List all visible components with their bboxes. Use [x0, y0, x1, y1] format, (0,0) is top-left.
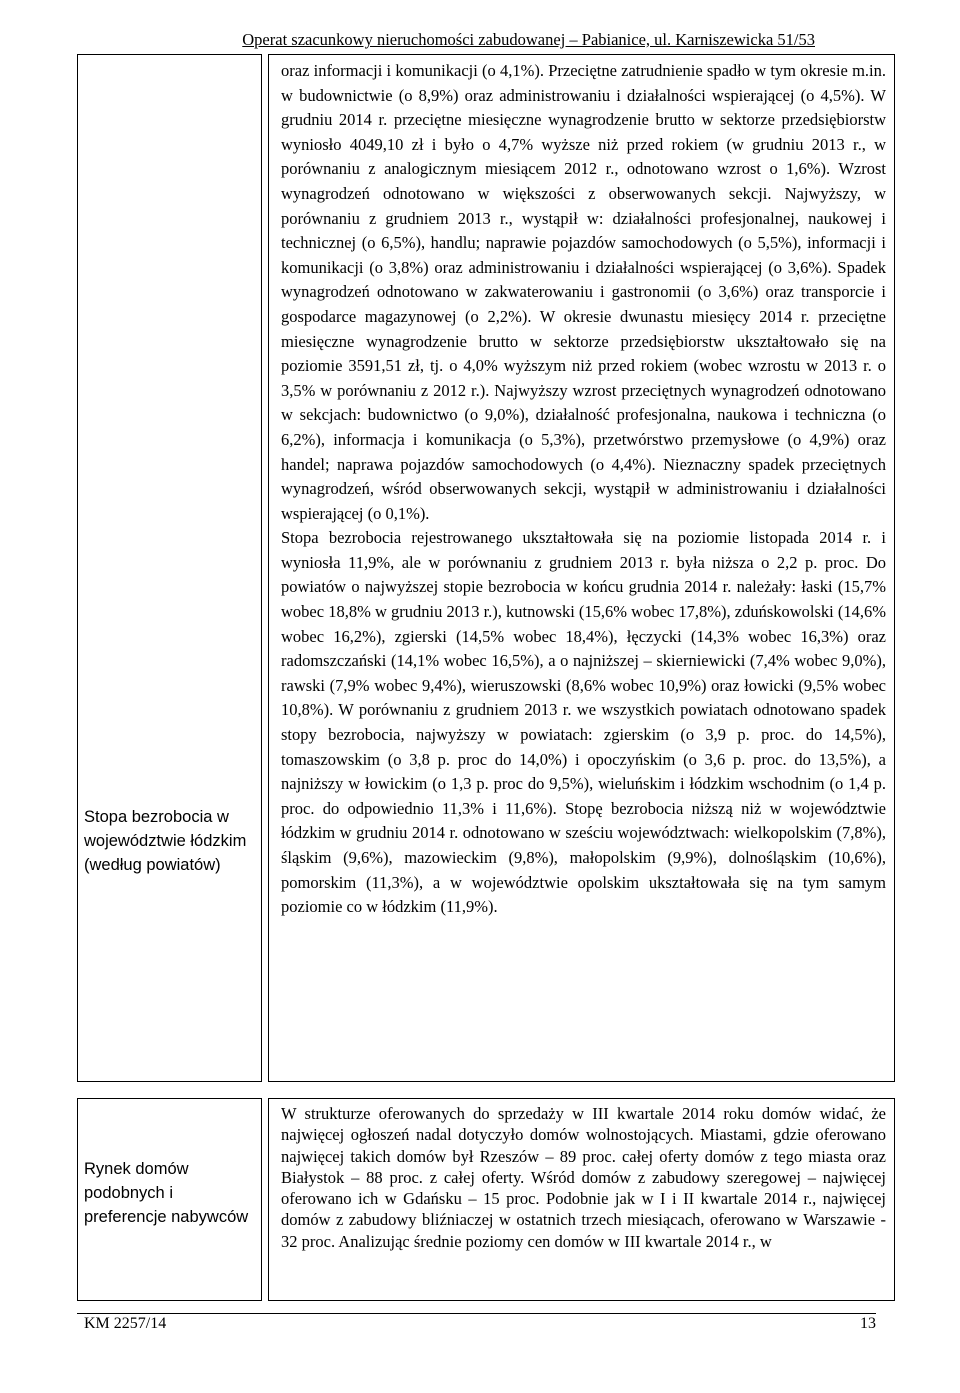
paragraph-employment-wages: oraz informacji i komunikacji (o 4,1%). Przeciętne zatrudnienie spadło w tym okresie m.in. w budownictwie (o 8,9%) oraz administrowaniu i działalności wspierającej (o 4,5%). W grudniu 2014 r. przeciętne miesięczne wynagrodzenie brutto w sektorze przedsiębiorstw wyniosło 4049,10 zł i było o 4,7% wyższe niż przed rokiem (w grudniu 2013 r., w porównaniu z analogicznym miesiącem 2012 r., odnotowano wzrost o 1,6%). Wzrost wynagrodzeń odnotowano w większości z obserwowanych sekcji. Najwyższy, w porównaniu z grudniem 2013 r., wystąpił w: działalności profesjonalnej, naukowej i technicznej (o 6,5%), handlu; naprawie pojazdów samochodowych (o 5,5%), informacji i komunikacji (o 3,8%) oraz administrowaniu i działalności wspierającej (o 3,6%). Spadek wynagrodzeń odnotowano w zakwaterowaniu i gastronomii (o 3,6%) oraz transporcie i gospodarce magazynowej (o 2,2%). W okresie dwunastu miesięcy 2014 r. przeciętne miesięczne wynagrodzenie brutto w sektorze przedsiębiorstw ukształtowało się na poziomie 3591,51 zł, tj. o 4,0% wyższym niż przed rokiem (wobec wzrostu w 2013 r. o 3,5% w porównaniu z 2012 r.). Najwyższy wzrost przeciętnych wynagrodzeń odnotowano w sekcjach: budownictwo (o 9,0%), działalność profesjonalna, naukowa i techniczna (o 6,2%), informacja i komunikacja (o 5,3%), przetwórstwo przemysłowe (o 4,9%) oraz handel; naprawa pojazdów samochodowych (o 4,4%). Nieznaczny spadek przeciętnych wynagrodzeń, wśród obserwowanych sekcji, wystąpił w administrowaniu i działalności wspierającej (o 0,1%).	[281, 61, 886, 523]
side-column-upper	[77, 54, 262, 1082]
page-number: 13	[860, 1315, 876, 1332]
paragraph-housing-market: W strukturze oferowanych do sprzedaży w III kwartale 2014 roku domów widać, że najwięcej ogłoszeń nadal dotyczyło domów wolnostojących. Miastami, gdzie oferowano najwięcej takich domów był Rzeszów – 89 proc. całej oferty domów z tego miasta oraz Białystok – 88 proc. z całej oferty. Wśród domów z zabudowy szeregowej – najwięcej oferowano ich w Gdańsku – 15 proc. Podobnie jak w I i II kwartale 2014 r., najwięcej domów z zabudowy bliźniaczej w ostatnich trzech miesiącach, oferowano w Warszawie - 32 proc. Analizując średnie poziomy cen domów w III kwartale 2014 r., w	[281, 1104, 886, 1251]
document-number: KM 2257/14	[84, 1315, 167, 1332]
section-label-housing-market: Rynek domów podobnych i preferencje nabywców	[84, 1160, 249, 1226]
side-column-lower	[77, 1098, 262, 1301]
page-header-title: Operat szacunkowy nieruchomości zabudowanej – Pabianice, ul. Karniszewicka 51/53	[242, 30, 815, 49]
main-text-upper	[268, 54, 895, 1082]
main-text-lower	[268, 1098, 895, 1301]
section-label-unemployment: Stopa bezrobocia w województwie łódzkim (według powiatów)	[84, 808, 247, 874]
paragraph-unemployment-rate: Stopa bezrobocia rejestrowanego ukształtowała się na poziomie listopada 2014 r. i wyniosła 11,9%, ale w porównaniu z grudniem 2013 r. była niższa o 2,2 p. proc. Do powiatów o najwyższej stopie bezrobocia w końcu grudnia 2014 r. należały: łaski (15,7% wobec 18,8% w grudniu 2013 r.), kutnowski (15,6% wobec 17,8%), zduńskowolski (14,6% wobec 16,2%), zgierski (14,5% wobec 18,4%), łęczycki (14,3% wobec 16,3%) oraz radomszczański (14,1% wobec 16,5%), a o najniższej – skierniewicki (7,4% wobec 9,0%), rawski (7,9% wobec 9,4%), wieruszowski (8,6% wobec 10,9%) oraz łowicki (9,5% wobec 10,8%). W porównaniu z grudniem 2013 r. we wszystkich powiatach odnotowano spadek stopy bezrobocia, najwyższy w powiatach: zgierskim (o 3,9 p. proc. do 14,5%), tomaszowskim (o 3,8 p. proc do 14,0%) i opoczyńskim (o 3,6 p. proc. do 13,5%), a najniższy w łowickim (o 1,3 p. proc do 9,5%), wieluńskim i łódzkim wschodnim (o 1,4 p. proc. do odpowiednio 11,3% i 11,6%). Stopę bezrobocia niższą niż w województwie łódzkim w grudniu 2014 r. odnotowano w sześciu województwach: wielkopolskim (7,8%), śląskim (9,6%), mazowieckim (9,8%), małopolskim (9,9%), dolnośląskim (10,6%), pomorskim (11,3%), a w województwie opolskim ukształtowała się na tym samym poziomie co w łódzkim (11,9%).	[281, 528, 886, 917]
footer-rule	[77, 1313, 876, 1314]
